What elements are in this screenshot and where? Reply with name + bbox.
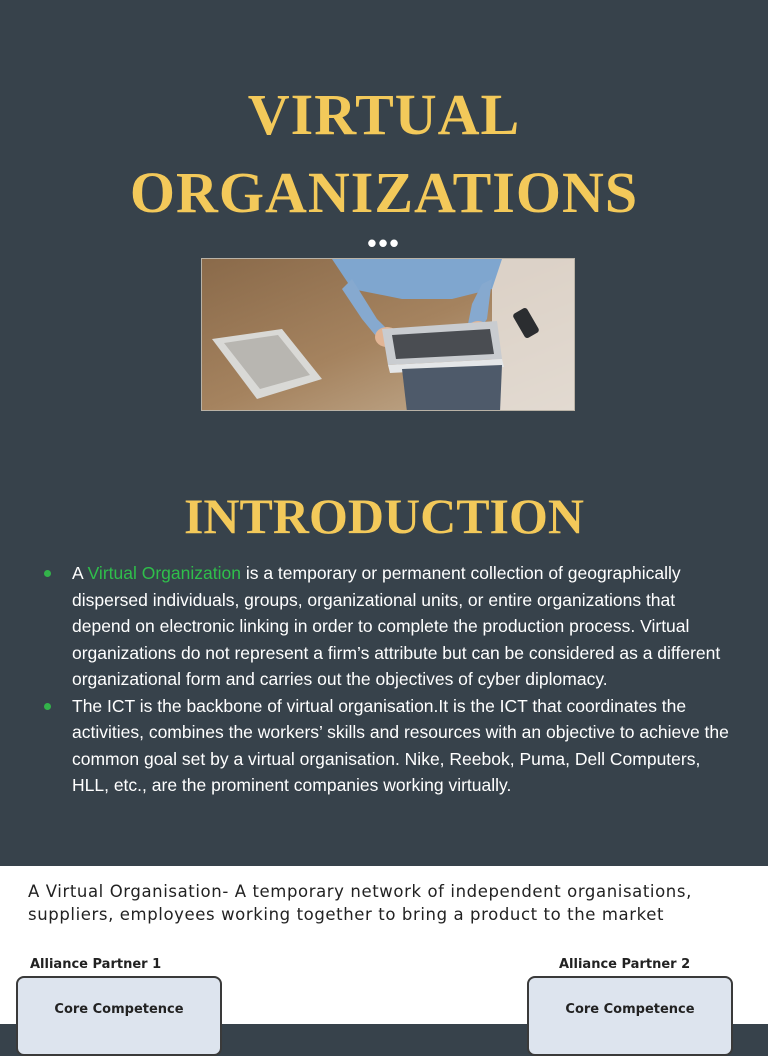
bullet-point-icon [44,703,51,710]
bullet-item [44,560,734,693]
virtual-organization-highlight: Virtual Organization [87,563,241,583]
core-competence-label-1: Core Competence [54,1002,184,1017]
alliance-partner-2-label: Alliance Partner 2 [559,957,691,972]
diagram-slide [0,866,768,1024]
core-competence-box-2 [527,976,733,1056]
bullet-item [44,693,734,799]
slide-title-line-2: ORGANIZATIONS [129,160,639,225]
bullet-point-icon [44,570,51,577]
diagram-caption: A Virtual Organisation- A temporary network of independent organisations, suppliers, employees working together to bring a product to the market [28,882,692,924]
bullet-1-text: is a temporary or permanent collection of geographically dispersed individuals, groups, organizational units, or entire organizations that depend on electronic linking in order to complete the production process. Virtual organizations do not represent a firm’s attribute but can be considered as a different organizational form and carries out the objectives of cyber diplomacy. [72,563,721,689]
introduction-bullet-list [44,560,734,799]
introduction-heading: INTRODUCTION [183,488,585,544]
bullet-2-text: The ICT is the backbone of virtual organisation.It is the ICT that coordinates the activities, combines the workers’ skills and resources with an objective to achieve the common goal set by a virtual organisation. Nike, Reebok, Puma, Dell Computers, HLL, etc., are the prominent companies working virtually. [72,695,729,795]
laptop-desk-photo [201,258,575,411]
bullet-1-prefix: A [72,563,88,583]
slide-title-line-1: VIRTUAL [247,82,521,147]
core-competence-box-1 [16,976,222,1056]
ellipsis-decoration: ••• [367,228,401,258]
core-competence-label-2: Core Competence [565,1002,695,1017]
alliance-partner-1-label: Alliance Partner 1 [30,957,162,972]
